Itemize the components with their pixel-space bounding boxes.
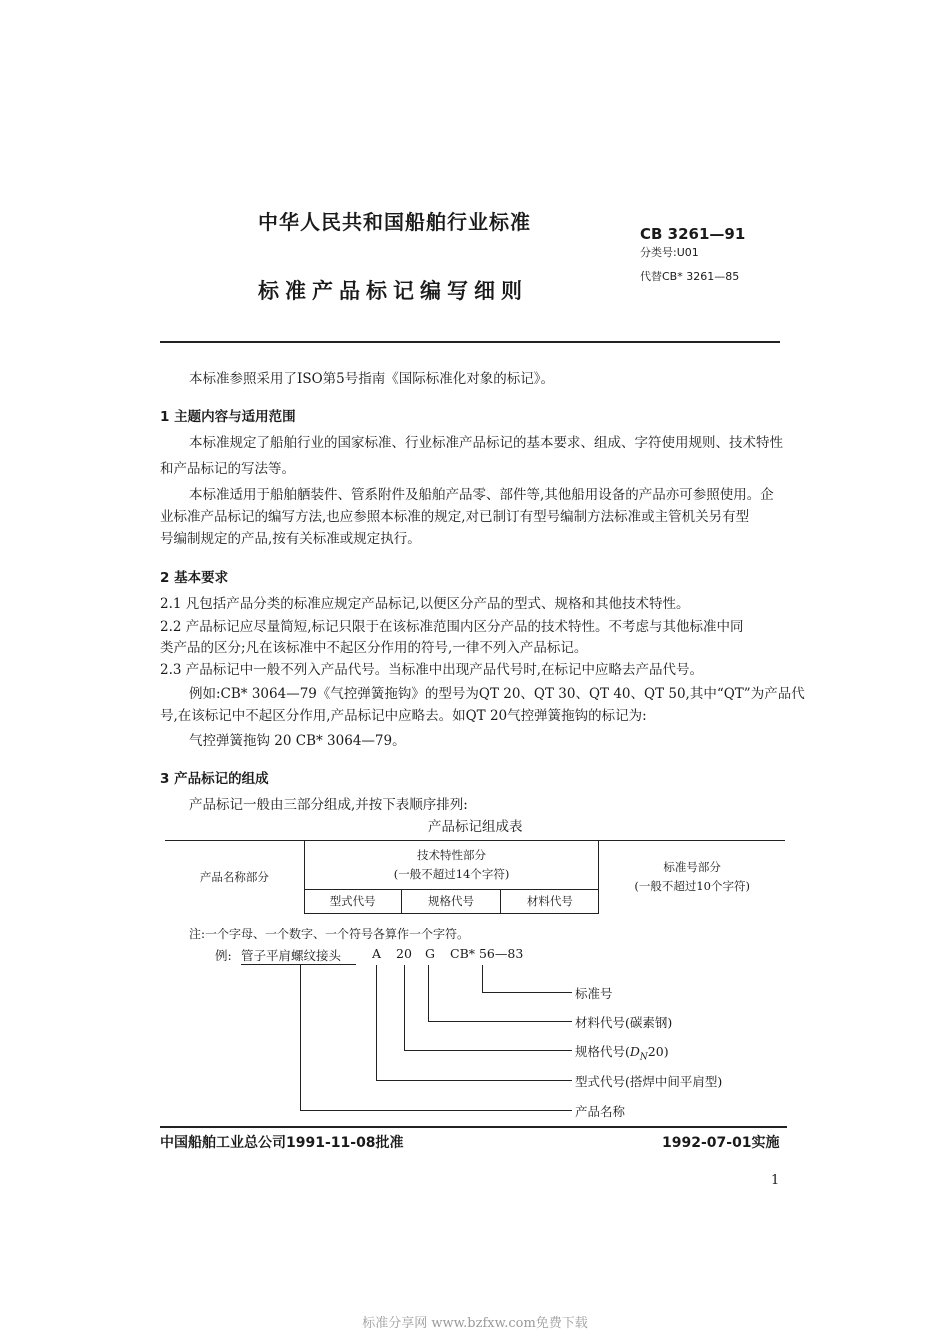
connector-type-horizontal: [376, 1080, 572, 1081]
effective-date: 1992-07-01实施: [662, 1135, 780, 1151]
connector-name-horizontal: [300, 1110, 572, 1111]
table-tech-part: 技术特性部分: [417, 848, 487, 863]
table-title: 产品标记组成表: [428, 819, 523, 835]
table-type-code: 型式代号: [304, 890, 401, 913]
footer-rule: [160, 1126, 787, 1128]
section-1-para-1-line-1: 本标准规定了船舶行业的国家标准、行业标准产品标记的基本要求、组成、字符使用规则、技术特性: [189, 435, 783, 451]
mark-example-prefix: 例:: [215, 948, 232, 963]
table-name-part: 产品名称部分: [199, 870, 269, 884]
replaces-standard: 代替CB* 3261—85: [640, 270, 740, 283]
section-3-para: 产品标记一般由三部分组成,并按下表顺序排列:: [189, 797, 468, 813]
page-number: 1: [771, 1173, 780, 1188]
table-material-code: 材料代号: [501, 890, 599, 913]
section-1-heading: 1 主题内容与适用范围: [160, 409, 296, 425]
connector-standard-horizontal: [482, 992, 572, 993]
label-material-code: 材料代号(碳素钢): [575, 1015, 673, 1030]
label-product-name: 产品名称: [575, 1104, 626, 1119]
connector-name-underline: [241, 964, 356, 965]
document-title: 标准产品标记编写细则: [258, 279, 528, 303]
classification-number: 分类号:U01: [640, 246, 699, 259]
table-cell-tech-part: [304, 841, 599, 890]
table-std-note: (一般不超过10个字符): [634, 879, 750, 893]
example-line-3: 气控弹簧拖钩 20 CB* 3064—79。: [189, 733, 406, 749]
connector-standard-vertical: [482, 965, 483, 992]
mark-example-material: G: [425, 946, 435, 961]
header-rule: [160, 341, 780, 343]
table-tech-note: (一般不超过14个字符): [393, 867, 510, 882]
org-title: 中华人民共和国船舶行业标准: [258, 210, 531, 234]
clause-2-3: 2.3 产品标记中一般不列入产品代号。当标准中出现产品代号时,在标记中应略去产品代号。: [160, 662, 704, 678]
label-spec-code: [575, 1042, 669, 1063]
standard-code: CB 3261—91: [640, 225, 746, 243]
clause-2-1: 2.1 凡包括产品分类的标准应规定产品标记,以便区分产品的型式、规格和其他技术特性。: [160, 596, 690, 612]
connector-name-vertical: [300, 965, 301, 1110]
section-1-para-2-line-2: 业标准产品标记的编写方法,也应参照本标准的规定,对已制订有型号编制方法标准或主管机关另有型: [160, 509, 750, 525]
label-standard-number: 标准号: [575, 986, 613, 1001]
mark-example-spec: 20: [396, 946, 412, 961]
example-line-1: 例如:CB* 3064—79《气控弹簧拖钩》的型号为QT 20、QT 30、QT 40、QT 50,其中“QT”为产品代: [189, 686, 805, 702]
approval-line: 中国船舶工业总公司1991-11-08批准: [160, 1135, 404, 1151]
table-cell-name-part: [165, 841, 304, 914]
connector-material-horizontal: [428, 1021, 572, 1022]
label-spec-symbol: D: [629, 1044, 640, 1059]
label-spec-code-value: 20): [647, 1044, 669, 1059]
section-1-para-2-line-3: 号编制规定的产品,按有关标准或规定执行。: [160, 531, 421, 547]
table-std-part: 标准号部分: [663, 860, 721, 874]
connector-spec-vertical: [404, 965, 405, 1050]
connector-type-vertical: [376, 965, 377, 1080]
connector-material-vertical: [428, 965, 429, 1021]
section-2-heading: 2 基本要求: [160, 570, 229, 586]
section-3-heading: 3 产品标记的组成: [160, 771, 269, 787]
intro-text: 本标准参照采用了ISO第5号指南《国际标准化对象的标记》。: [189, 371, 554, 387]
label-type-code: 型式代号(搭焊中间平肩型): [575, 1074, 723, 1089]
mark-example-standard: CB* 56—83: [450, 946, 524, 961]
label-spec-code-text: 规格代号(: [575, 1044, 630, 1059]
mark-example-name: 管子平肩螺纹接头: [241, 948, 342, 963]
section-1-para-1-line-2: 和产品标记的写法等。: [160, 461, 295, 477]
example-line-2: 号,在该标记中不起区分作用,产品标记中应略去。如QT 20气控弹簧拖钩的标记为:: [160, 708, 647, 724]
connector-spec-horizontal: [404, 1050, 572, 1051]
section-1-para-2-line-1: 本标准适用于船舶舾装件、管系附件及船舶产品零、部件等,其他船用设备的产品亦可参照使用。企: [189, 487, 774, 503]
label-spec-subscript: N: [639, 1052, 648, 1063]
clause-2-2-line-2: 类产品的区分;凡在该标准中不起区分作用的符号,一律不列入产品标记。: [160, 640, 588, 656]
mark-example-type: A: [372, 946, 382, 961]
clause-2-2-line-1: 2.2 产品标记应尽量简短,标记只限于在该标准范围内区分产品的技术特性。不考虑与其他标准中同: [160, 619, 744, 635]
table-note: 注:一个字母、一个数字、一个符号各算作一个字符。: [189, 927, 470, 941]
table-spec-code: 规格代号: [401, 890, 501, 913]
table-cell-std-part: [599, 841, 785, 914]
product-mark-table: [165, 840, 785, 914]
watermark: 标准分享网 www.bzfxw.com免费下载: [362, 1316, 588, 1331]
